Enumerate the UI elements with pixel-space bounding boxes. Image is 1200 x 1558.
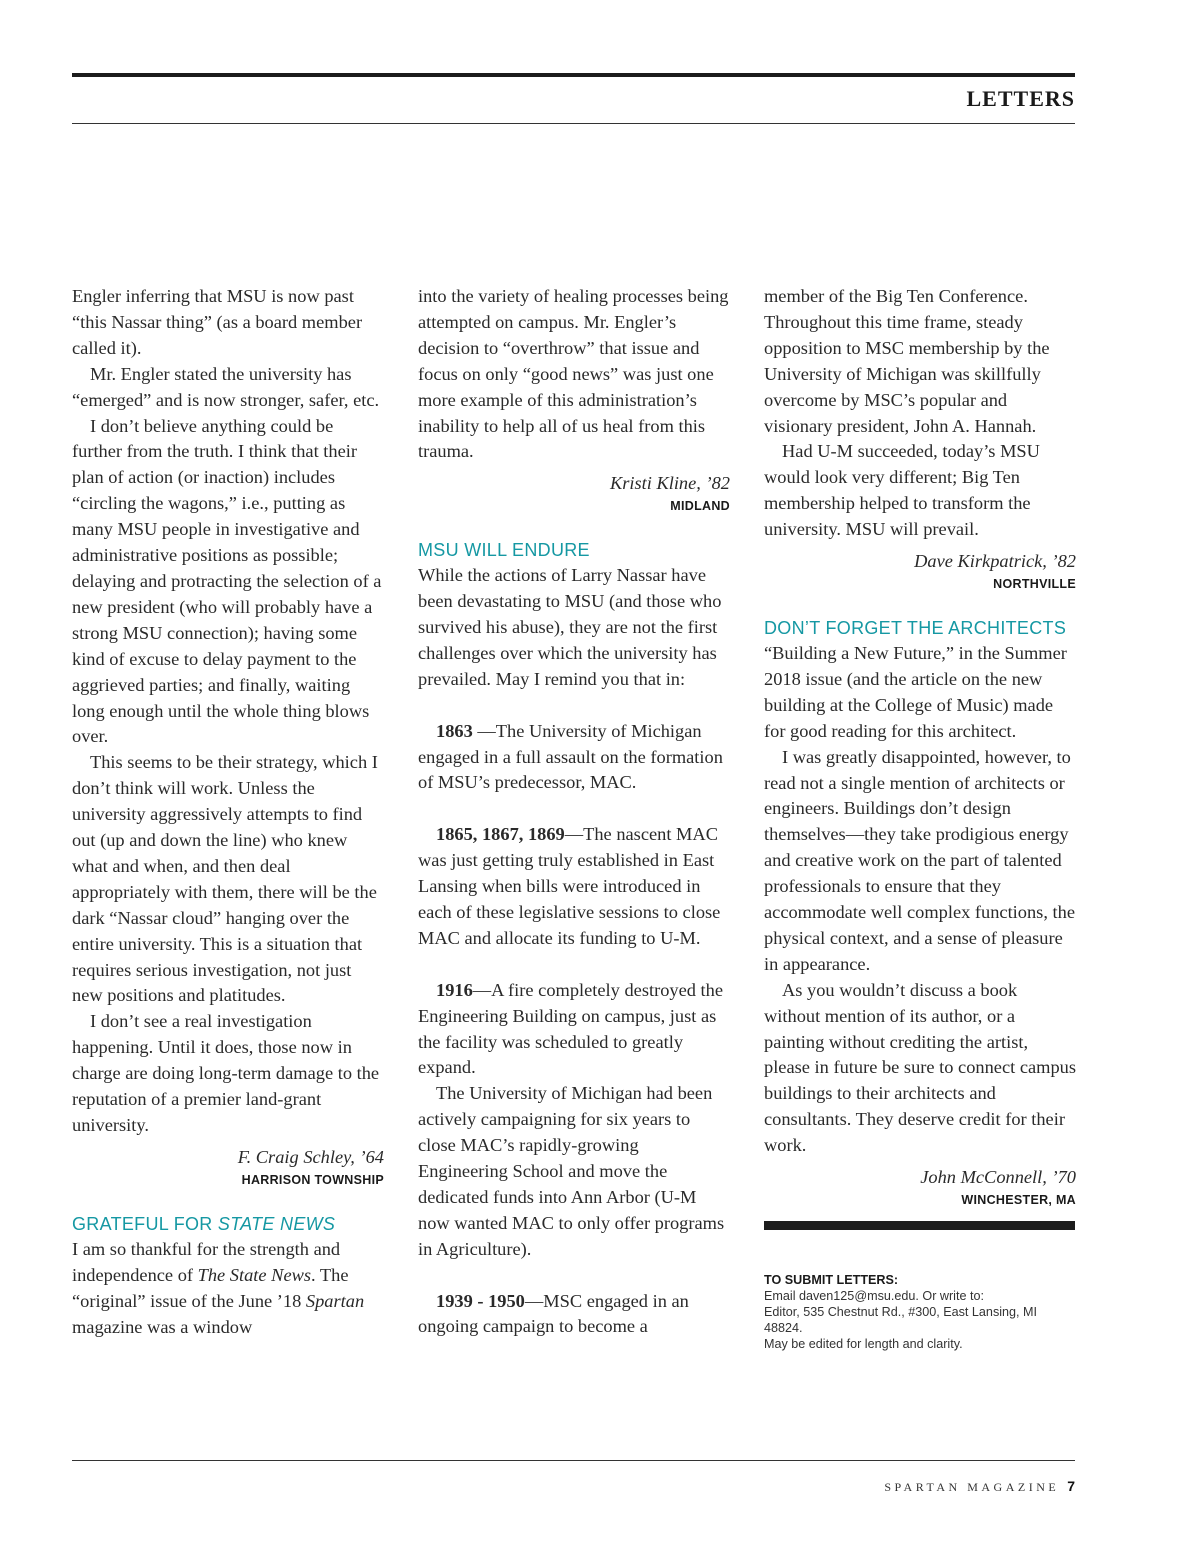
letter-paragraph: As you wouldn’t discuss a book without mention of its author, or a painting without crediting the artist, please in future be sure to connect campus buildings to their architects and consultants. They deserve credit for their work. xyxy=(764,979,1077,1156)
letter-paragraph: Mr. Engler stated the university has “emerged” and is now stronger, safer, etc. xyxy=(72,363,380,410)
timeline-entry xyxy=(418,1289,730,1341)
text-run: . The “original” issue of the June ’18 xyxy=(72,1264,349,1311)
signature-location: WINCHESTER, MA xyxy=(961,1193,1076,1207)
submit-line: Editor, 535 Chestnut Rd., #300, East Lansing, MI 48824. xyxy=(764,1305,1038,1335)
letter-paragraph xyxy=(72,1237,384,1341)
signature-location: HARRISON TOWNSHIP xyxy=(241,1172,384,1187)
letter-paragraph: “Building a New Future,” in the Summer 2018 issue (and the article on the new building at the College of Music) made for good reading for this architect. xyxy=(764,642,1067,741)
spacer xyxy=(418,952,730,978)
timeline-year: 1939 - 1950 xyxy=(436,1290,525,1311)
italic-title: Spartan xyxy=(305,1290,365,1311)
page-footer xyxy=(884,1478,1075,1495)
timeline-text: —The University of Michigan engaged in a full assault on the formation of MSU’s predecessor, MAC. xyxy=(418,720,723,793)
spacer xyxy=(418,796,730,822)
column-3 xyxy=(764,284,1076,1352)
spacer xyxy=(418,693,730,719)
timeline-year: 1916 xyxy=(436,979,473,1000)
signature xyxy=(764,549,1076,593)
letter-heading: DON’T FORGET THE ARCHITECTS xyxy=(764,617,1067,638)
page-number: 7 xyxy=(1067,1478,1075,1494)
letter-paragraph: While the actions of Larry Nassar have been devastating to MSU (and those who survived his abuse), they are not the first challenges over which the university has prevailed. May I remind you that in: xyxy=(418,565,722,689)
submit-title: TO SUBMIT LETTERS: xyxy=(764,1273,899,1287)
column-1 xyxy=(72,284,384,1340)
spacer xyxy=(418,1263,730,1289)
submit-letters-box xyxy=(764,1272,1076,1352)
signature xyxy=(72,1145,384,1189)
signature-name: Kristi Kline, ’82 xyxy=(609,473,730,494)
letter-paragraph: into the variety of healing processes being attempted on campus. Mr. Engler’s decision to “overthrow” that issue and focus on only “good news” was just one more example of this administration’s inability to help all of us heal from this trauma. xyxy=(418,286,729,462)
timeline-text: —The nascent MAC was just getting truly established in East Lansing when bills were introduced in each of these legislative sessions to close MAC and allocate its funding to U-M. xyxy=(418,824,721,948)
letter-paragraph: The University of Michigan had been actively campaigning for six years to close MAC’s rapidly-growing Engineering School and move the dedicated funds into Ann Arbor (U-M now wanted MAC to only offer programs in Agriculture). xyxy=(418,1083,725,1259)
column-2 xyxy=(418,284,730,1340)
signature-name: John McConnell, ’70 xyxy=(920,1167,1076,1188)
timeline-entry xyxy=(418,978,730,1082)
timeline-entry xyxy=(418,719,730,797)
letter-paragraph: I don’t see a real investigation happening. Until it does, those now in charge are doing long-term damage to the reputation of a premier land-grant university. xyxy=(72,1011,380,1135)
signature-name: F. Craig Schley, ’64 xyxy=(237,1146,384,1167)
italic-title: The State News xyxy=(197,1264,312,1285)
letter-paragraph: I don’t believe anything could be further from the truth. I think that their plan of action (or inaction) includes “circling the wagons,” i.e., putting as many MSU people in investigative and administrative positions as possible; delaying and protracting the selection of a new president (who will probably have a strong MSU connection); having some kind of excuse to delay payment to the aggrieved parties; and finally, waiting long enough until the whole thing blows over. xyxy=(72,415,382,747)
heading-italic: STATE NEWS xyxy=(217,1213,336,1234)
letter-paragraph: Engler inferring that MSU is now past “this Nassar thing” (as a board member called it). xyxy=(72,286,363,358)
letter-paragraph: This seems to be their strategy, which I don’t think will work. Unless the university aggressively attempts to find out (up and down the line) who knew what and when, and then deal appropriately with them, there will be the dark “Nassar cloud” hanging over the entire university. This is a situation that requires serious investigation, not just new positions and platitudes. xyxy=(72,752,378,1006)
signature-location: NORTHVILLE xyxy=(993,576,1076,591)
timeline-year: 1865, 1867, 1869 xyxy=(436,824,565,845)
signature-name: Dave Kirkpatrick, ’82 xyxy=(914,551,1076,572)
footer-rule xyxy=(72,1460,1075,1461)
text-run: magazine was a window xyxy=(72,1316,253,1337)
letter-paragraph: I was greatly disappointed, however, to read not a single mention of architects or engineers. Buildings don’t design themselves—they take prodigious energy and creative work on the part of talented professionals to ensure that they accommodate well complex functions, the physical context, and a sense of pleasure in appearance. xyxy=(764,746,1076,974)
letter-heading xyxy=(72,1211,384,1237)
timeline-text: —MSC engaged in an ongoing campaign to become a xyxy=(418,1290,689,1337)
heading-text: GRATEFUL FOR xyxy=(72,1213,218,1234)
letter-heading: MSU WILL ENDURE xyxy=(418,540,590,561)
timeline-entry xyxy=(418,822,730,952)
signature xyxy=(418,471,730,515)
letter-paragraph: member of the Big Ten Conference. Throughout this time frame, steady opposition to MSC membership by the University of Michigan was skillfully overcome by MSC’s popular and visionary president, John A. Hannah. xyxy=(764,286,1050,436)
signature xyxy=(764,1165,1076,1209)
submit-line: May be edited for length and clarity. xyxy=(764,1337,963,1351)
text-run: I am so thankful for the strength and independence of xyxy=(72,1238,341,1285)
timeline-text: —A fire completely destroyed the Engineering Building on campus, just as the facility was scheduled to greatly expand. xyxy=(418,979,724,1078)
signature-location: MIDLAND xyxy=(670,499,730,514)
submit-line: Email daven125@msu.edu. Or write to: xyxy=(764,1289,984,1303)
section-title: LETTERS xyxy=(966,86,1075,111)
letters-end-bar xyxy=(764,1221,1075,1230)
letter-paragraph: Had U-M succeeded, today’s MSU would look very different; Big Ten membership helped to transform the university. MSU will prevail. xyxy=(764,441,1040,540)
header-rule xyxy=(72,123,1075,124)
top-rule xyxy=(72,73,1075,77)
timeline-year: 1863 xyxy=(436,720,473,741)
magazine-name: SPARTAN MAGAZINE xyxy=(884,1480,1060,1494)
